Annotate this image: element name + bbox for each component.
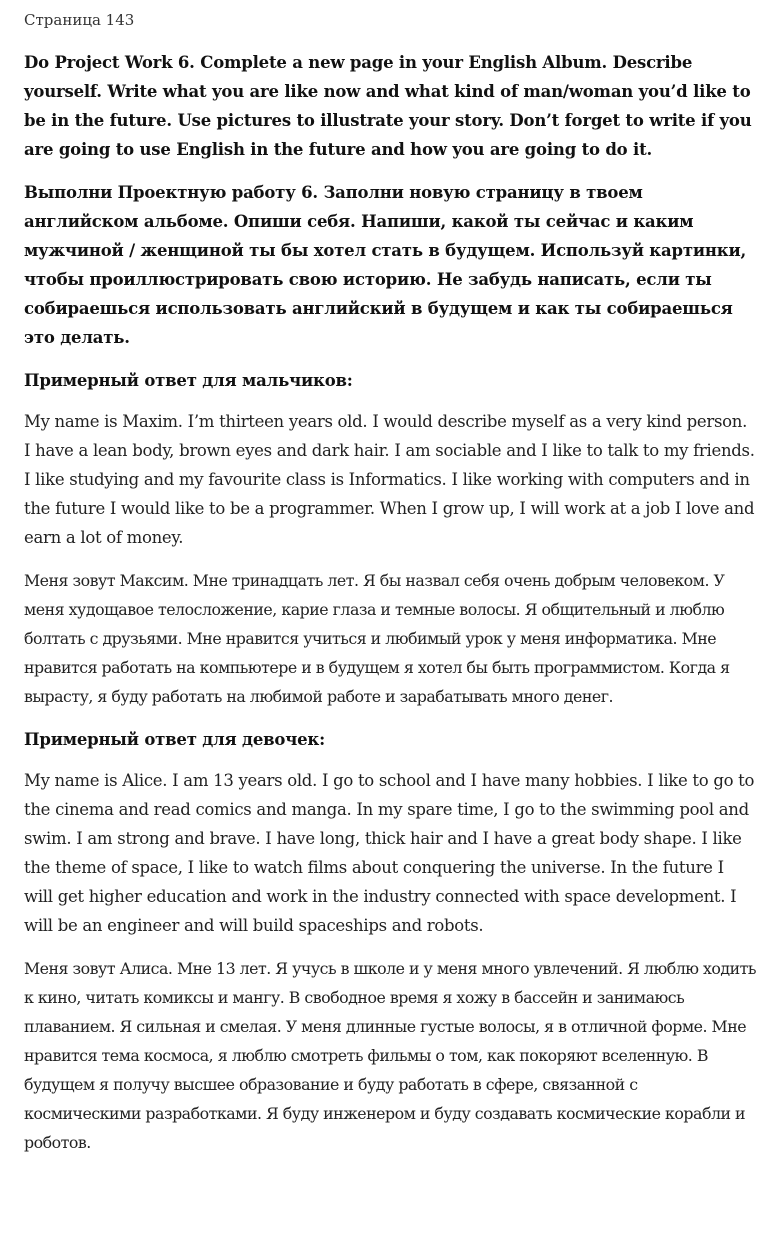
task-english: Do Project Work 6. Complete a new page in your English Album. Describe yourself. Write what you are like now and what kind of man/woman you’d like to be in the future. Use pictures to illustrate your story. Don’t forget to write if you are going to use English in the future and how you are going to do it. [24,53,752,159]
boys-answer-heading: Примерный ответ для мальчиков: [24,371,353,390]
boys-answer-russian: Меня зовут Максим. Мне тринадцать лет. Я бы назвал себя очень добрым человеком. У меня худощавое телосложение, карие глаза и темные волосы. Я общительный и люблю болтать с друзьями. Мне нравится учиться и любимый урок у меня информатика. Мне нравится работать на компьютере и в будущем я хотел бы быть программистом. Когда я вырасту, я буду работать на любимой работе и зарабатывать много денег. [24,571,730,706]
girls-answer-heading: Примерный ответ для девочек: [24,730,325,749]
page-number-label: Страница 143 [24,11,135,29]
task-russian: Выполни Проектную работу 6. Заполни новую страницу в твоем английском альбоме. Опиши себя. Напиши, какой ты сейчас и каким мужчиной / женщиной ты бы хотел стать в будущем. Используй картинки, чтобы проиллюстрировать свою историю. Не забудь написать, если ты собираешься использовать английский в будущем и как ты собираешься это делать. [24,183,747,347]
boys-answer-english: My name is Maxim. I’m thirteen years old. I would describe myself as a very kind person. I have a lean body, brown eyes and dark hair. I am sociable and I like to talk to my friends. I like studying and my favourite class is Informatics. I like working with computers and in the future I would like to be a programmer. When I grow up, I will work at a job I love and earn a lot of money. [24,412,755,547]
girls-answer-russian: Меня зовут Алиса. Мне 13 лет. Я учусь в школе и у меня много увлечений. Я люблю ходить к кино, читать комиксы и мангу. В свободное время я хожу в бассейн и занимаюсь плаванием. Я сильная и смелая. У меня длинные густые волосы, я в отличной форме. Мне нравится тема космоса, я люблю смотреть фильмы о том, как покоряют вселенную. В будущем я получу высшее образование и буду работать в сфере, связанной с космическими разработками. Я буду инженером и буду создавать космические корабли и роботов. [24,959,757,1152]
girls-answer-english: My name is Alice. I am 13 years old. I go to school and I have many hobbies. I like to go to the cinema and read comics and manga. In my spare time, I go to the swimming pool and swim. I am strong and brave. I have long, thick hair and I have a great body shape. I like the theme of space, I like to watch films about conquering the universe. In the future I will get higher education and work in the industry connected with space development. I will be an engineer and will build spaceships and robots. [24,771,755,935]
